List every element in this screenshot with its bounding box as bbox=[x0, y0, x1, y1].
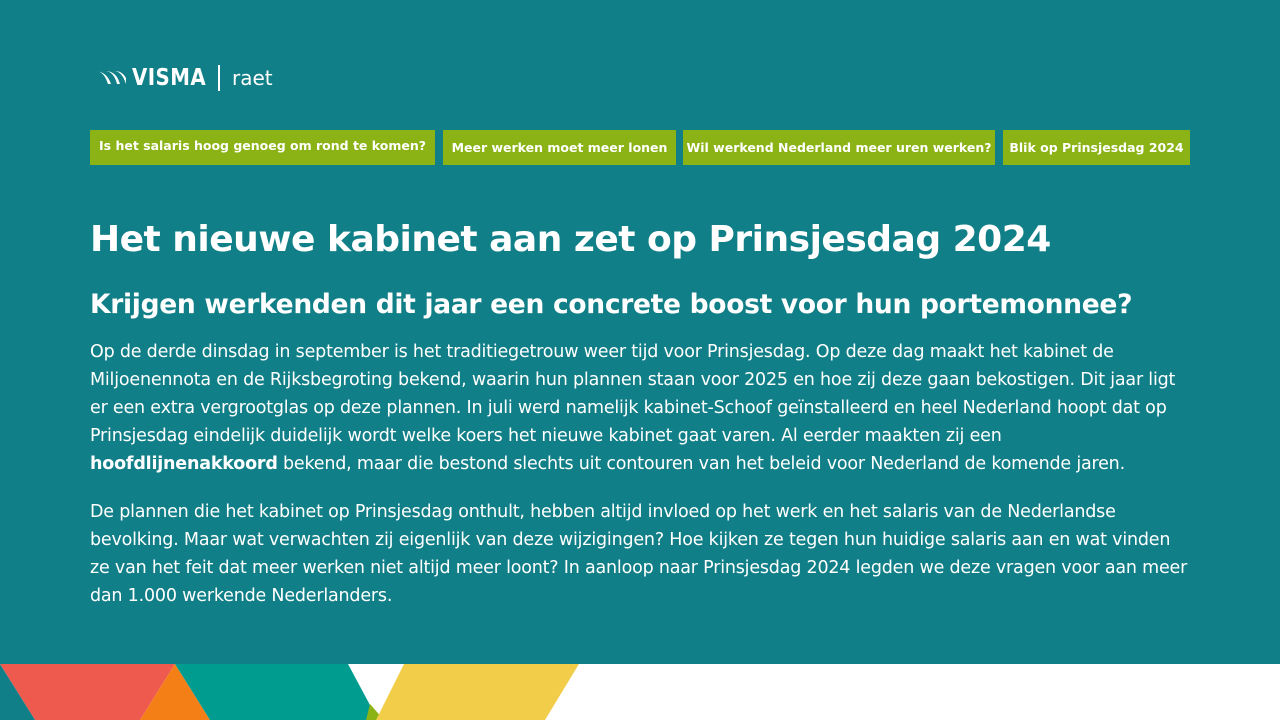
footer-shape-yellow bbox=[376, 664, 579, 720]
logo-divider bbox=[218, 65, 220, 91]
intro-text-after: bekend, maar die bestond slechts uit contouren van het beleid voor Nederland de komende jaren. bbox=[277, 454, 1125, 474]
visma-raet-logo[interactable] bbox=[95, 62, 273, 94]
page-subtitle: Krijgen werkenden dit jaar een concrete boost voor hun portemonnee? bbox=[90, 289, 1133, 320]
footer-shapes bbox=[0, 664, 1280, 720]
visma-swoosh-icon bbox=[95, 68, 127, 88]
intro-paragraph bbox=[90, 338, 1190, 478]
intro-text-before: Op de derde dinsdag in september is het traditiegetrouw weer tijd voor Prinsjesdag. Op deze dag maakt het kabinet de Miljoenennota en de Rijksbegroting bekend, waarin hun plannen staan voor 2025 en hoe zij deze gaan bekostigen. Dit jaar ligt er een extra vergrootglas op deze plannen. In juli werd namelijk kabinet-Schoof geïnstalleerd en heel Nederland hoopt dat op Prinsjesdag eindelijk duidelijk wordt welke koers het nieuwe kabinet gaat varen. Al eerder maakten zij een bbox=[90, 342, 1176, 446]
nav-button-meer-werken[interactable]: Meer werken moet meer lonen bbox=[443, 130, 676, 165]
top-nav bbox=[90, 130, 1190, 165]
second-paragraph: De plannen die het kabinet op Prinsjesdag onthult, hebben altijd invloed op het werk en het salaris van de Nederlandse bevolking. Maar wat verwachten zij eigenlijk van deze wijzigingen? Hoe kijken ze tegen hun huidige salaris aan en wat vinden ze van het feit dat meer werken niet altijd meer loont? In aanloop naar Prinsjesdag 2024 legden we deze vragen voor aan meer dan 1.000 werkende Nederlanders. bbox=[90, 502, 1188, 606]
logo-sub: raet bbox=[232, 66, 273, 90]
intro-bold-term: hoofdlijnenakkoord bbox=[90, 454, 278, 474]
footer-decoration bbox=[0, 664, 1280, 720]
page-title: Het nieuwe kabinet aan zet op Prinsjesdag 2024 bbox=[90, 219, 1051, 260]
nav-button-meer-uren[interactable]: Wil werkend Nederland meer uren werken? bbox=[683, 130, 995, 165]
nav-button-salaris[interactable]: Is het salaris hoog genoeg om rond te komen? bbox=[90, 130, 435, 165]
footer-shape-teal bbox=[175, 664, 378, 720]
nav-button-prinsjesdag[interactable]: Blik op Prinsjesdag 2024 bbox=[1003, 130, 1190, 165]
logo-brand: VISMA bbox=[132, 64, 207, 91]
